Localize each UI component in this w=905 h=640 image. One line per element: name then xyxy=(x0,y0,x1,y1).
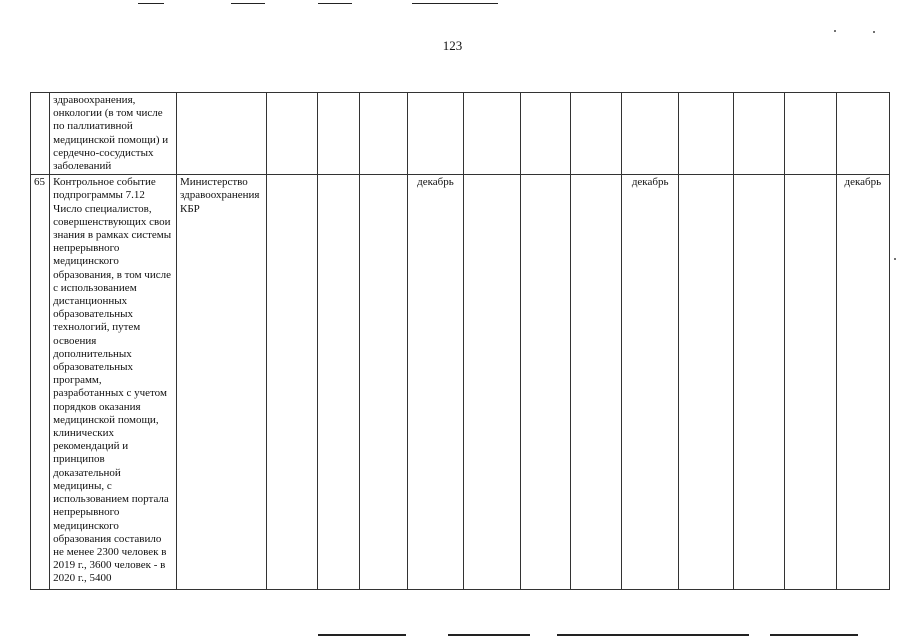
table-row xyxy=(31,93,890,175)
month-cell: декабрь xyxy=(622,175,678,590)
top-scan-mark xyxy=(231,3,265,4)
bottom-scan-mark xyxy=(770,634,858,636)
month-cell xyxy=(785,93,836,175)
month-cell xyxy=(734,175,785,590)
row-number-cell xyxy=(31,93,50,175)
month-cell: декабрь xyxy=(408,175,463,590)
month-cell xyxy=(734,93,785,175)
month-cell xyxy=(266,93,317,175)
top-scan-mark xyxy=(318,3,352,4)
scan-speck xyxy=(894,258,896,260)
bottom-scan-mark xyxy=(557,634,749,636)
month-cell xyxy=(521,93,571,175)
event-description-cell: здравоохранения, онкологии (в том числе по паллиативной медицинской помощи) и сердечно-сосудистых заболеваний xyxy=(50,93,177,175)
row-number-cell: 65 xyxy=(31,175,50,590)
scan-speck xyxy=(834,30,836,32)
scan-speck xyxy=(873,31,875,33)
responsible-cell xyxy=(176,93,266,175)
month-cell xyxy=(360,175,408,590)
month-cell xyxy=(463,93,521,175)
month-cell xyxy=(317,93,360,175)
month-cell xyxy=(266,175,317,590)
responsible-cell: Министерство здравоохранения КБР xyxy=(176,175,266,590)
month-cell xyxy=(678,175,733,590)
month-cell xyxy=(622,93,678,175)
month-cell xyxy=(836,93,889,175)
top-scan-mark xyxy=(412,3,498,4)
event-description-cell: Контрольное событие подпрограммы 7.12 Число специалистов, совершенствующих свои знания в рамках системы непрерывного медицинского образования, в том числе с использованием дистанционных образовательных технологий, путем освоения дополнительных образовательных программ, разработанных с учетом порядков оказания медицинской помощи, клинических рекомендаций и принципов доказательной медицины, с использованием портала непрерывного медицинского образования составило не менее 2300 человек в 2019 г., 3600 человек - в 2020 г., 5400 xyxy=(50,175,177,590)
month-cell xyxy=(571,175,622,590)
month-cell xyxy=(571,93,622,175)
month-cell xyxy=(463,175,521,590)
month-cell xyxy=(408,93,463,175)
top-scan-mark xyxy=(138,3,164,4)
month-cell xyxy=(785,175,836,590)
page-number: 123 xyxy=(442,38,463,53)
schedule-table xyxy=(30,92,890,590)
month-cell: декабрь xyxy=(836,175,889,590)
month-cell xyxy=(521,175,571,590)
month-cell xyxy=(317,175,360,590)
month-cell xyxy=(360,93,408,175)
bottom-scan-mark xyxy=(448,634,530,636)
month-cell xyxy=(678,93,733,175)
table-row xyxy=(31,175,890,590)
bottom-scan-mark xyxy=(318,634,406,636)
